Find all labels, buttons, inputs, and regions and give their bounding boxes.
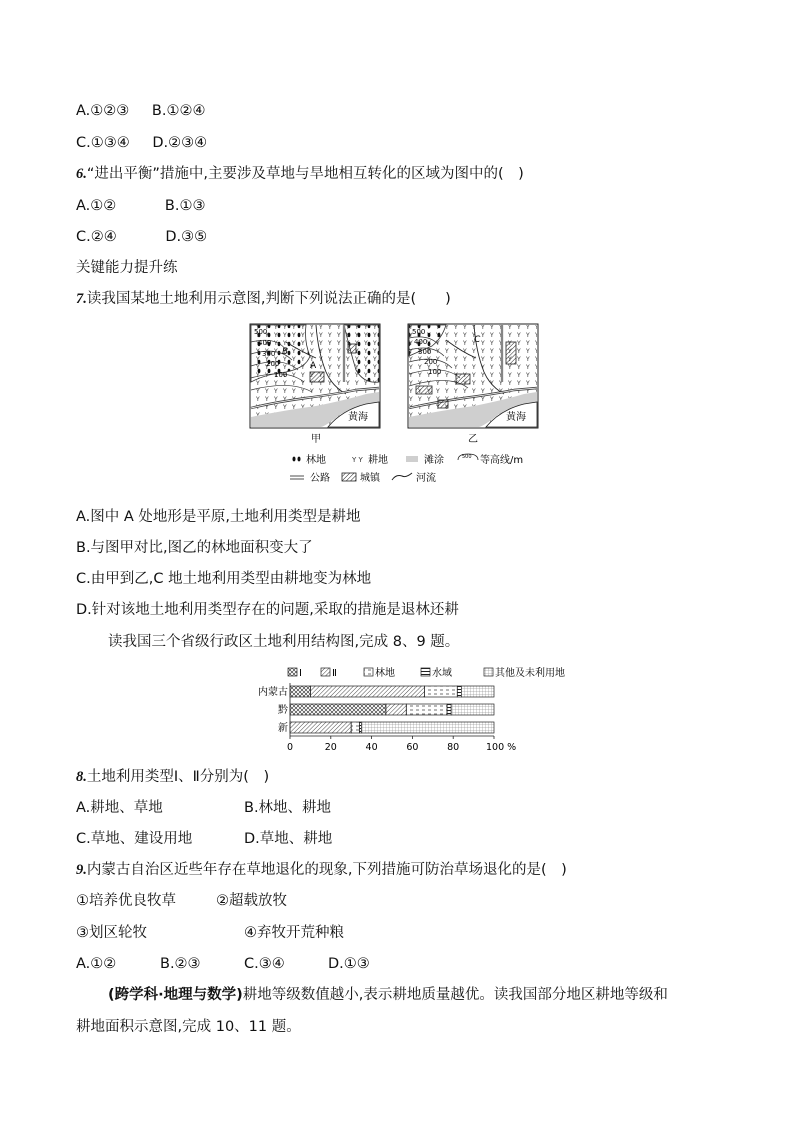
legend-road: 公路	[310, 473, 330, 484]
contour-label-b-4: 200	[424, 358, 438, 366]
q6-option-b: B.①③	[164, 198, 206, 214]
map-caption-yi: 乙	[468, 434, 478, 445]
q9-option-c: C.③④	[244, 956, 285, 972]
intro-8-9: 读我国三个省级行政区土地利用结构图,完成 8、9 题。	[108, 634, 460, 650]
legend-farmland: 耕地	[368, 455, 388, 466]
legend-contour-value: 500	[462, 454, 472, 460]
map-label-c: C	[474, 335, 481, 345]
town-legend-icon	[342, 473, 356, 481]
legend-swatch-2	[321, 668, 330, 676]
x-tick-label-0: 0	[286, 742, 294, 753]
q7-text: 读我国某地土地利用示意图,判断下列说法正确的是( )	[86, 291, 451, 307]
sea-label-jia: 黄海	[348, 412, 368, 423]
x-tick-label-4: 80	[447, 742, 460, 753]
q6-option-c: C.②④	[76, 229, 117, 245]
q9-statement-2: ②超载放牧	[216, 893, 287, 909]
q9-statement-4: ④弃牧开荒种粮	[244, 925, 344, 941]
x-tick-label-3: 60	[406, 742, 419, 753]
bar-segment-2-4	[447, 704, 451, 715]
q7-option-b: B.与图甲对比,图乙的林地面积变大了	[76, 540, 313, 556]
q8-option-b: B.林地、耕地	[244, 800, 332, 816]
q8-option-c: C.草地、建设用地	[76, 831, 193, 847]
forest-legend-icon	[293, 457, 296, 462]
land-use-map-figure	[246, 322, 546, 488]
q6-options-row2	[76, 227, 207, 247]
contour-label-a-1: 500	[254, 328, 268, 336]
q7-option-c: C.由甲到乙,C 地土地利用类型由耕地变为林地	[76, 571, 372, 587]
category-label-1: 内蒙古	[258, 687, 288, 698]
intro-10-11-text1: 耕地等级数值越小,表示耕地质量越优。读我国部分地区耕地等级和	[242, 987, 668, 1003]
legend-forest: 林地	[306, 455, 326, 466]
category-label-2: 黔	[278, 705, 288, 716]
q6-text: “进出平衡”措施中,主要涉及草地与旱地相互转化的区域为图中的( )	[86, 166, 524, 182]
q8-options-row2	[76, 829, 332, 849]
land-use-structure-chart	[248, 664, 565, 756]
q5-option-c: C.①③④	[76, 135, 130, 151]
bar-segment-2-2	[386, 704, 406, 715]
q5-option-b: B.①②④	[151, 103, 206, 119]
bar-segment-2-3	[406, 704, 447, 715]
contour-label-a-4: 200	[266, 360, 280, 368]
legend-town: 城镇	[360, 473, 380, 484]
q9-option-b: B.②③	[160, 956, 201, 972]
interdisciplinary-tag: (跨学科·地理与数学)	[108, 987, 243, 1003]
q9-statement-3: ③划区轮牧	[76, 925, 147, 941]
legend-label-3: 林地	[375, 668, 395, 679]
x-tick-label-1: 20	[324, 742, 337, 753]
contour-label-a-3: 300	[262, 350, 276, 358]
q8-option-d: D.草地、耕地	[244, 831, 333, 847]
bar-segment-2-5	[451, 704, 494, 715]
q6-options-row1	[76, 196, 205, 216]
q6-number: 6.	[76, 166, 87, 182]
q5-option-a: A.①②③	[76, 103, 130, 119]
q6-stem	[76, 164, 524, 184]
x-tick-label-2: 40	[365, 742, 378, 753]
legend-label-4: 水域	[432, 668, 452, 679]
q6-option-d: D.③⑤	[165, 229, 208, 245]
q7-option-d: D.针对该地土地利用类型存在的问题,采取的措施是退林还耕	[76, 602, 459, 618]
x-tick-label-5: 100 %	[486, 742, 517, 753]
legend-swatch-1	[288, 668, 297, 676]
bar-segment-1-3	[425, 686, 458, 697]
legend-swatch-3	[364, 668, 373, 676]
q5-options-row2	[76, 133, 207, 153]
bar-segment-3-5	[361, 722, 494, 733]
map-label-b: B	[282, 347, 289, 357]
q9-statements-row1	[76, 891, 287, 911]
contour-label-b-1: 500	[412, 328, 426, 336]
contour-label-b-2: 400	[414, 338, 428, 346]
chart-legend	[288, 666, 565, 679]
category-label-3: 新	[278, 723, 288, 734]
bar-segment-3-3	[351, 722, 359, 733]
q8-number: 8.	[76, 769, 87, 785]
bar-segment-2-1	[290, 704, 386, 715]
q9-text: 内蒙古自治区近些年存在草地退化的现象,下列措施可防治草场退化的是( )	[86, 862, 567, 878]
bar-segment-3-2	[290, 722, 351, 733]
legend-tidal: 滩涂	[424, 455, 444, 466]
q9-option-a: A.①②	[76, 956, 117, 972]
legend-label-5: 其他及未利用地	[495, 668, 565, 679]
q7-number: 7.	[76, 291, 87, 307]
q8-option-a: A.耕地、草地	[76, 800, 163, 816]
legend-contour: 等高线/m	[480, 455, 524, 466]
contour-label-a-5: 100	[274, 371, 288, 379]
q9-statement-1: ①培养优良牧草	[76, 893, 176, 909]
q5-options-row1	[76, 101, 205, 121]
map-jia	[250, 324, 380, 428]
contour-label-a-2: 400	[258, 339, 272, 347]
map-yi	[408, 324, 538, 428]
section-title: 关键能力提升练	[76, 260, 178, 276]
q7-stem	[76, 289, 451, 309]
q9-statements-row2	[76, 923, 344, 943]
river-legend-icon	[392, 473, 412, 480]
q8-options-row1	[76, 798, 331, 818]
legend-label-1: Ⅰ	[299, 668, 302, 679]
q6-option-a: A.①②	[76, 198, 117, 214]
legend-river: 河流	[416, 473, 436, 484]
bar-segment-1-5	[461, 686, 494, 697]
q9-option-d: D.①③	[328, 956, 370, 972]
bar-segment-1-2	[310, 686, 424, 697]
map-legend	[290, 453, 523, 484]
contour-label-b-3: 300	[418, 348, 432, 356]
q9-options	[76, 954, 370, 974]
tidal-legend-icon	[406, 456, 418, 462]
q8-stem	[76, 767, 269, 787]
legend-swatch-4	[421, 668, 430, 676]
q8-text: 土地利用类型Ⅰ、Ⅱ分别为( )	[86, 769, 270, 785]
bar-segment-1-4	[457, 686, 461, 697]
q9-number: 9.	[76, 862, 87, 878]
bar-segment-1-1	[290, 686, 310, 697]
q5-option-d: D.②③④	[152, 135, 208, 151]
q7-option-a: A.图中 A 处地形是平原,土地利用类型是耕地	[76, 509, 361, 525]
q9-stem	[76, 860, 567, 880]
sea-label-yi: 黄海	[506, 412, 526, 423]
map-label-a: A	[310, 361, 317, 371]
intro-10-11-line1	[108, 985, 668, 1005]
intro-10-11-line2: 耕地面积示意图,完成 10、11 题。	[76, 1019, 301, 1035]
contour-label-b-5: 100	[428, 368, 442, 376]
map-caption-jia: 甲	[311, 434, 321, 445]
legend-swatch-5	[484, 668, 493, 676]
legend-label-2: Ⅱ	[332, 668, 337, 679]
farmland-legend-icon: Y Y	[352, 456, 363, 464]
